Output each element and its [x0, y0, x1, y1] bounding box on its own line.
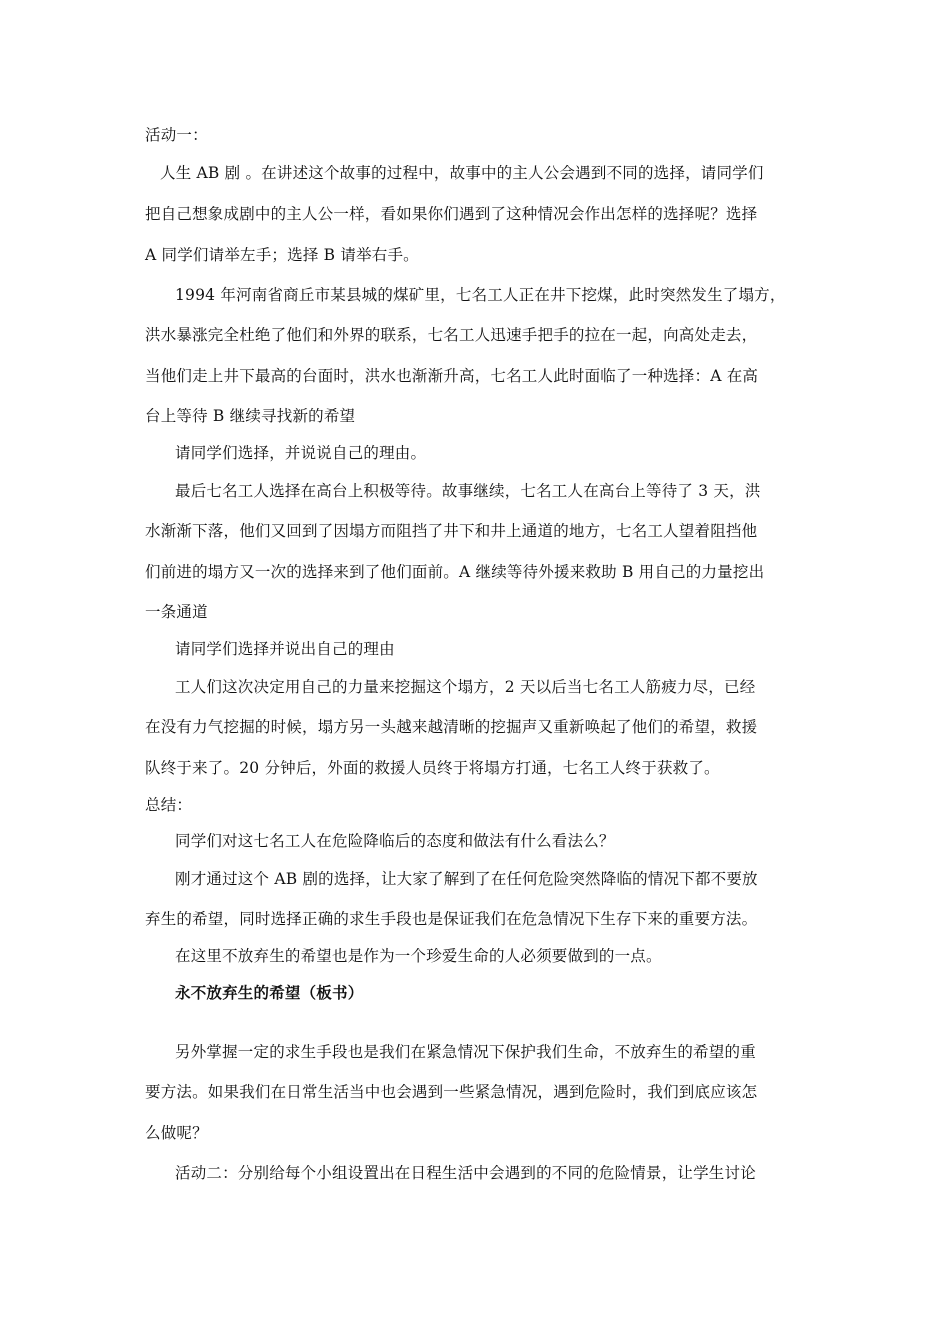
paragraph-line: 同学们对这七名工人在危险降临后的态度和做法有什么看法么？	[175, 832, 615, 850]
paragraph-line: 当他们走上井下最高的台面时，洪水也渐渐升高，七名工人此时面临了一种选择：A 在高	[145, 367, 759, 385]
paragraph-line: 队终于来了。20 分钟后，外面的救援人员终于将塌方打通，七名工人终于获救了。	[145, 759, 720, 777]
paragraph-line: 要方法。如果我们在日常生活当中也会遇到一些紧急情况，遇到危险时，我们到底应该怎	[145, 1083, 758, 1101]
summary-heading: 总结：	[145, 796, 193, 814]
board-note-heading: 永不放弃生的希望（板书）	[175, 983, 364, 1002]
paragraph-line: 最后七名工人选择在高台上积极等待。故事继续，七名工人在高台上等待了 3 天，洪	[175, 482, 761, 500]
paragraph-line: 水渐渐下落，他们又回到了因塌方而阻挡了井下和井上通道的地方，七名工人望着阻挡他	[145, 522, 758, 540]
paragraph-line: 刚才通过这个 AB 剧的选择，让大家了解到了在任何危险突然降临的情况下都不要放	[175, 870, 758, 888]
paragraph-line: 1994 年河南省商丘市某县城的煤矿里，七名工人正在井下挖煤，此时突然发生了塌方，	[175, 286, 786, 304]
paragraph-line: 工人们这次决定用自己的力量来挖掘这个塌方，2 天以后当七名工人筋疲力尽，已经	[175, 678, 756, 696]
paragraph-line: 么做呢？	[145, 1124, 208, 1142]
paragraph-line: 在这里不放弃生的希望也是作为一个珍爱生命的人必须要做到的一点。	[175, 947, 662, 965]
paragraph-line: 一条通道	[145, 603, 208, 621]
paragraph-line: 把自己想象成剧中的主人公一样，看如果你们遇到了这种情况会作出怎样的选择呢？选择	[145, 205, 758, 223]
paragraph-line: 在没有力气挖掘的时候，塌方另一头越来越清晰的挖掘声又重新唤起了他们的希望，救援	[145, 718, 758, 736]
paragraph-line: A 同学们请举左手；选择 B 请举右手。	[145, 246, 419, 264]
paragraph-line: 请同学们选择并说出自己的理由	[175, 640, 395, 658]
paragraph-line: 请同学们选择，并说说自己的理由。	[175, 444, 427, 462]
paragraph-line: 弃生的希望，同时选择正确的求生手段也是保证我们在危急情况下生存下来的重要方法。	[145, 910, 758, 928]
paragraph-line: 台上等待 B 继续寻找新的希望	[145, 407, 356, 425]
paragraph-line: 们前进的塌方又一次的选择来到了他们面前。A 继续等待外援来救助 B 用自己的力量挖出	[145, 563, 765, 581]
paragraph-line: 人生 AB 剧 。在讲述这个故事的过程中，故事中的主人公会遇到不同的选择，请同学们	[160, 164, 764, 182]
activity-one-heading: 活动一：	[145, 126, 208, 144]
activity-two-line: 活动二：分别给每个小组设置出在日程生活中会遇到的不同的危险情景，让学生讨论	[175, 1164, 756, 1182]
paragraph-line: 洪水暴涨完全杜绝了他们和外界的联系，七名工人迅速手把手的拉在一起，向高处走去，	[145, 326, 758, 344]
paragraph-line: 另外掌握一定的求生手段也是我们在紧急情况下保护我们生命，不放弃生的希望的重	[175, 1043, 756, 1061]
